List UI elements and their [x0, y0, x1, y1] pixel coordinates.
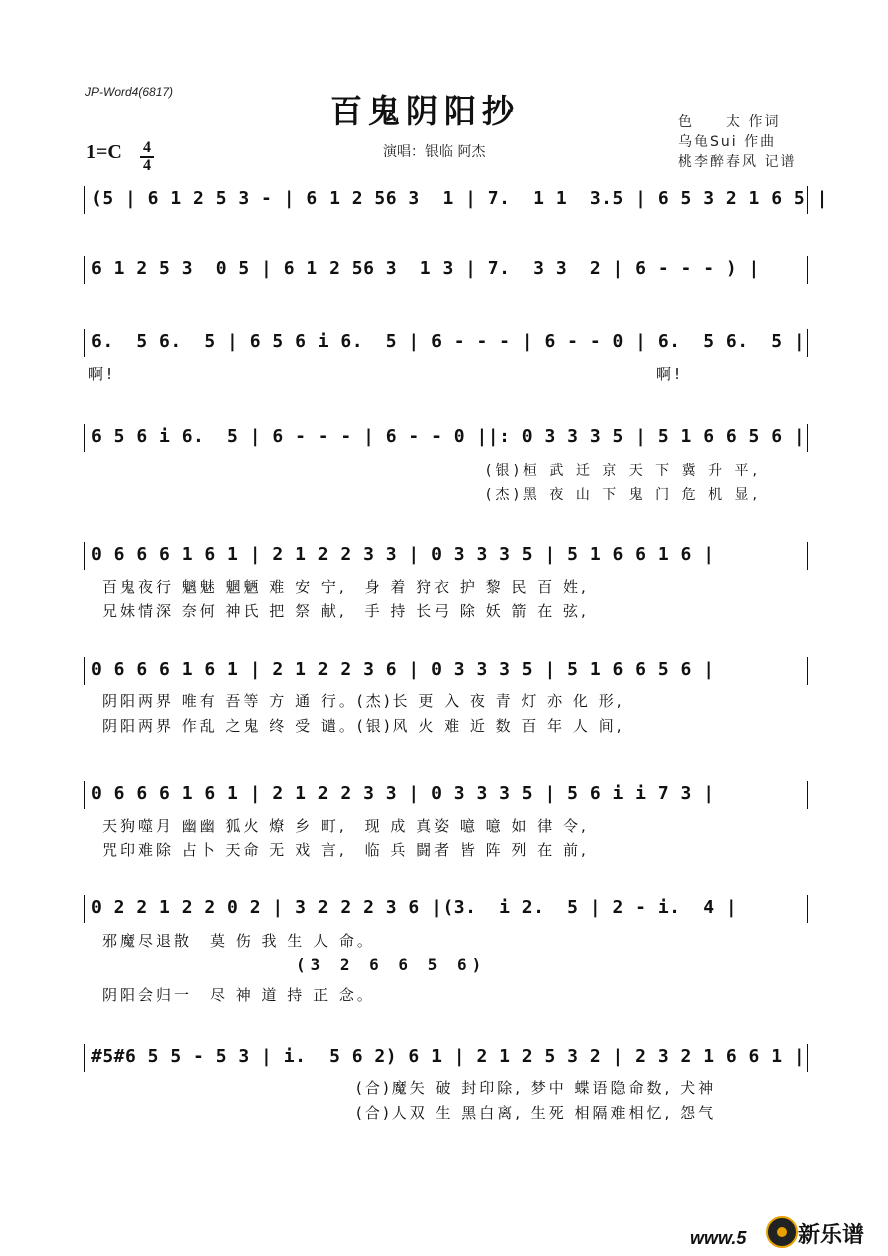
notation-line-7: 0 6 6 6 1 6 1 | 2 1 2 2 3 3 | 0 3 3 3 5 | 5 6 i i 7 3 | — [91, 783, 715, 804]
lyric-line-8-1: 邪魔尽退散 莫 伤 我 生 人 命。 — [102, 932, 375, 950]
staff-line-5 — [84, 542, 808, 570]
brand-name: 新乐谱 — [798, 1223, 865, 1248]
notation-line-8: 0 2 2 1 2 2 0 2 | 3 2 2 2 3 6 |(3. i 2. 5 | 2 - i. 4 | — [91, 897, 738, 918]
staff-line-9 — [84, 1044, 808, 1072]
notation-line-4: 6 5 6 i 6. 5 | 6 - - - | 6 - - 0 ||: 0 3 3 3 5 | 5 1 6 6 5 6 | — [91, 426, 806, 447]
notation-line-2: 6 1 2 5 3 0 5 | 6 1 2 56 3 1 3 | 7. 3 3 2 | 6 - - - ) | — [91, 258, 760, 279]
lyric-line-9-2: (合)人双 生 黑白离, 生死 相隔难相忆, 怨气 — [356, 1104, 717, 1122]
lyric-line-9-1: (合)魔矢 破 封印除, 梦中 蝶语隐命数, 犬神 — [356, 1079, 717, 1097]
staff-line-3 — [84, 329, 808, 357]
staff-line-2 — [84, 256, 808, 284]
staff-line-6 — [84, 657, 808, 685]
notation-line-1: (5 | 6 1 2 5 3 - | 6 1 2 56 3 1 | 7. 1 1 3.5 | 6 5 3 2 1 6 5 | — [91, 188, 828, 209]
notation-line-6: 0 6 6 6 1 6 1 | 2 1 2 2 3 6 | 0 3 3 3 5 | 5 1 6 6 5 6 | — [91, 659, 715, 680]
time-signature — [138, 140, 156, 174]
notation-line-9: #5#6 5 5 - 5 3 | i. 5 6 2) 6 1 | 2 1 2 5 3 2 | 2 3 2 1 6 6 1 | — [91, 1046, 806, 1067]
lyric-line-4-1: (银)桓 武 迁 京 天 下 冀 升 平, — [486, 463, 761, 479]
lyric-line-6-1: 阴阳两界 唯有 吾等 方 通 行。(杰)长 更 入 夜 青 灯 亦 化 形, — [102, 692, 625, 710]
lyric-line-5-1: 百鬼夜行 魑魅 魍魉 难 安 宁, 身 着 狩衣 护 黎 民 百 姓, — [102, 578, 589, 596]
lyric-line-4-2: (杰)黑 夜 山 下 鬼 门 危 机 显, — [486, 487, 761, 503]
lyric-line-7-2: 咒印难除 占卜 天命 无 戏 言, 临 兵 闘者 皆 阵 列 在 前, — [102, 841, 589, 859]
lyric-line-6-2: 阴阳两界 作乱 之鬼 终 受 谴。(银)风 火 难 近 数 百 年 人 间, — [102, 717, 625, 735]
site-url: www.5 — [690, 1228, 747, 1248]
notation-line-3: 6. 5 6. 5 | 6 5 6 i 6. 5 | 6 - - - | 6 - - 0 | 6. 5 6. 5 | — [91, 331, 806, 352]
lyric-line-3a: 啊! — [88, 365, 116, 383]
staff-line-1 — [84, 186, 828, 214]
staff-line-8 — [84, 895, 808, 923]
time-sig-bottom: 4 — [143, 157, 151, 174]
alt-melody: (3 2 6 6 5 6) — [296, 955, 487, 974]
staff-line-7 — [84, 781, 808, 809]
time-sig-top: 4 — [143, 139, 151, 156]
singer-credit: 演唱：银临 阿杰 — [383, 144, 486, 160]
lyricist-credit: 色 太 作词 — [678, 114, 781, 130]
lyric-line-5-2: 兄妹情深 奈何 神氏 把 祭 献, 手 持 长弓 除 妖 箭 在 弦, — [102, 602, 589, 620]
lyric-line-3b: 啊! — [656, 365, 684, 383]
composer-credit: 乌龟Sui 作曲 — [678, 134, 777, 150]
staff-line-4 — [84, 424, 808, 452]
software-tag: JP-Word4(6817) — [85, 85, 174, 99]
key-signature: 1=C — [86, 141, 122, 163]
lyric-line-7-1: 天狗噬月 幽幽 狐火 燎 乡 町, 现 成 真姿 噫 噫 如 律 令, — [102, 817, 589, 835]
logo-disc-icon — [766, 1216, 798, 1248]
lyric-line-8-2: 阴阳会归一 尽 神 道 持 正 念。 — [102, 986, 375, 1004]
notation-line-5: 0 6 6 6 1 6 1 | 2 1 2 2 3 3 | 0 3 3 3 5 | 5 1 6 6 1 6 | — [91, 544, 715, 565]
transcriber-credit: 桃李醉春风 记谱 — [678, 154, 797, 170]
song-title: 百鬼阴阳抄 — [330, 92, 521, 130]
